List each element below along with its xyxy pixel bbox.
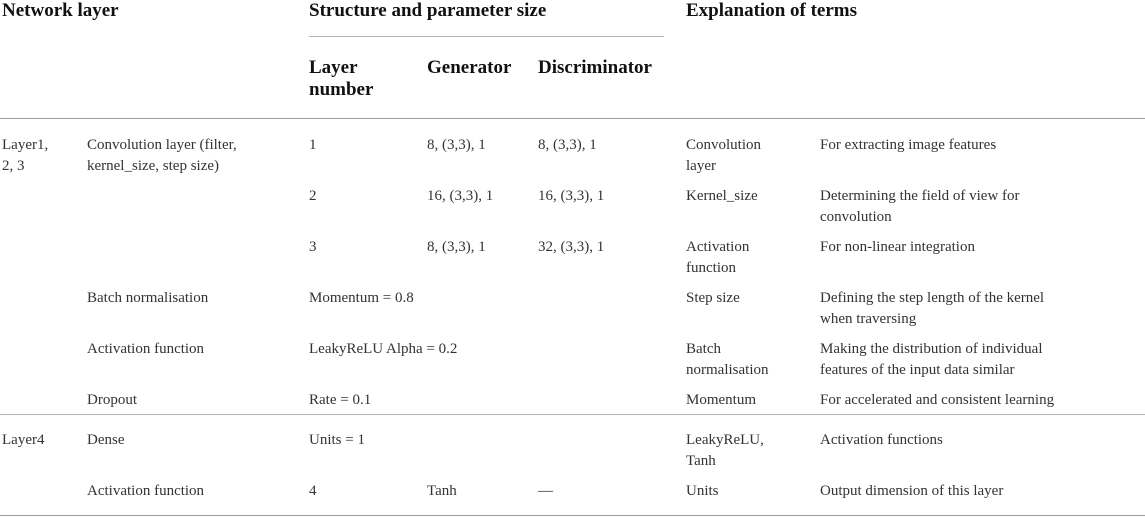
- term: layer: [686, 158, 716, 174]
- discriminator-value: —: [538, 483, 553, 499]
- term: Kernel_size: [686, 188, 758, 204]
- discriminator-value: 8, (3,3), 1: [538, 137, 597, 153]
- layer-number: 2: [309, 188, 317, 204]
- term-explanation: convolution: [820, 209, 892, 225]
- generator-value: Tanh: [427, 483, 457, 499]
- term-explanation: Making the distribution of individual: [820, 341, 1043, 357]
- term-explanation: Output dimension of this layer: [820, 483, 1004, 499]
- layer-name: Batch normalisation: [87, 290, 209, 306]
- layer-name: kernel_size, step size): [87, 158, 220, 174]
- generator-value: 8, (3,3), 1: [427, 239, 486, 255]
- term-explanation: Activation functions: [820, 432, 943, 448]
- header-generator: Generator: [427, 57, 512, 78]
- term-explanation: Defining the step length of the kernel: [820, 290, 1045, 306]
- term-explanation: when traversing: [820, 311, 917, 327]
- discriminator-value: 16, (3,3), 1: [538, 188, 605, 204]
- discriminator-value: 32, (3,3), 1: [538, 239, 605, 255]
- parameter-value: Momentum = 0.8: [309, 290, 414, 306]
- generator-value: 16, (3,3), 1: [427, 188, 494, 204]
- group-label: Layer1,: [2, 137, 49, 153]
- term: Activation: [686, 239, 750, 255]
- layer-number: 3: [309, 239, 317, 255]
- layer-name: Convolution layer (filter,: [87, 137, 237, 153]
- group-label: Layer4: [2, 432, 45, 448]
- layer-number: 4: [309, 483, 317, 499]
- term: function: [686, 260, 736, 276]
- term: Momentum: [686, 392, 756, 408]
- term: Batch: [686, 341, 721, 357]
- layer-name: Activation function: [87, 483, 205, 499]
- header-explanation: Explanation of terms: [686, 0, 857, 21]
- layer-number: 1: [309, 137, 317, 153]
- term-explanation: For non-linear integration: [820, 239, 975, 255]
- subheader-rule: [309, 36, 664, 37]
- parameter-value: LeakyReLU Alpha = 0.2: [309, 341, 458, 357]
- header-network-layer: Network layer: [2, 0, 119, 21]
- term: Convolution: [686, 137, 762, 153]
- term: Step size: [686, 290, 740, 306]
- header-discriminator: Discriminator: [538, 57, 652, 78]
- term-explanation: features of the input data similar: [820, 362, 1015, 378]
- term: Units: [686, 483, 719, 499]
- term-explanation: Determining the field of view for: [820, 188, 1020, 204]
- parameter-value: Rate = 0.1: [309, 392, 372, 408]
- header-layer-number-line2: number: [309, 79, 374, 100]
- layer-name: Activation function: [87, 341, 205, 357]
- generator-value: 8, (3,3), 1: [427, 137, 486, 153]
- group-label: 2, 3: [2, 158, 25, 174]
- group-rule: [0, 414, 1145, 415]
- layer-name: Dense: [87, 432, 125, 448]
- header-rule: [0, 118, 1145, 119]
- term: LeakyReLU,: [686, 432, 764, 448]
- term: normalisation: [686, 362, 769, 378]
- header-structure: Structure and parameter size: [309, 0, 547, 21]
- term-explanation: For accelerated and consistent learning: [820, 392, 1055, 408]
- term-explanation: For extracting image features: [820, 137, 997, 153]
- header-layer-number-line1: Layer: [309, 57, 358, 78]
- term: Tanh: [686, 453, 716, 469]
- layer-name: Dropout: [87, 392, 137, 408]
- parameter-value: Units = 1: [309, 432, 365, 448]
- bottom-rule: [0, 515, 1145, 516]
